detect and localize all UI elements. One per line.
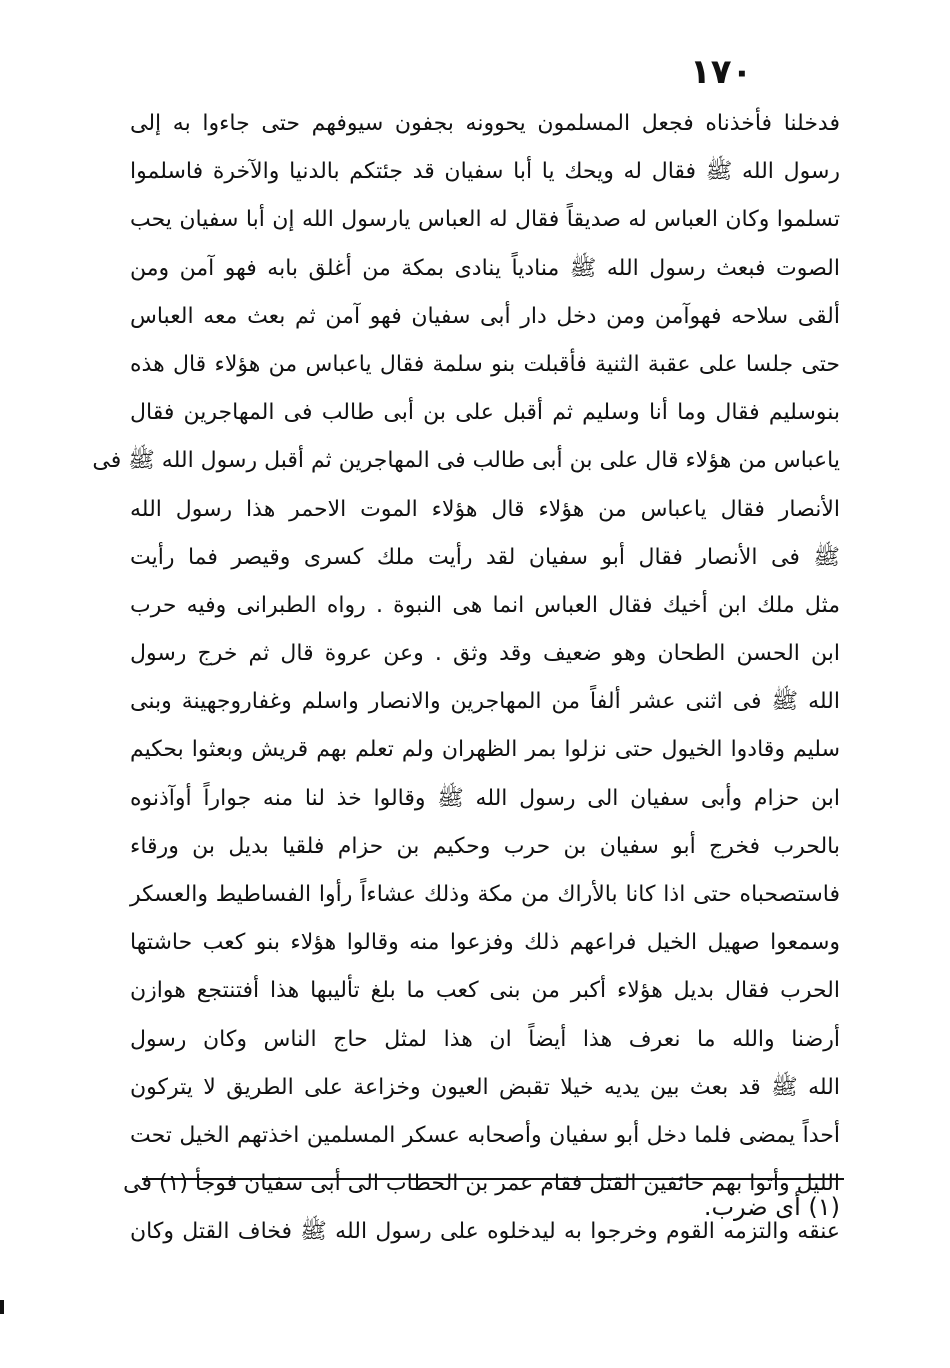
page-number: ١٧٠ — [690, 52, 753, 92]
text-line: بنوسليم فقال وما أنا وسليم ثم أقبل على بن أبى طالب فى المهاجرين فقال — [130, 400, 840, 426]
text-line: الله ﷺ فى اثنى عشر ألفاً من المهاجرين والانصار واسلم وغفاروجهينة وبنى — [130, 689, 840, 715]
text-line: عنقه والتزمه القوم وخرجوا به ليدخلوه على رسول الله ﷺ فخاف القتل وكان — [130, 1219, 840, 1245]
text-line: ابن الحسن الطحان وهو ضعيف وقد وثق . وعن عروة قال ثم خرج رسول — [130, 641, 840, 667]
footnote: (١) أى ضرب. — [703, 1193, 840, 1221]
text-line: حتى جلسا على عقبة الثنية فأقبلت بنو سلمة فقال ياعباس من هؤلاء قال هذه — [130, 351, 840, 377]
text-line: الله ﷺ قد بعث بين يديه خيلا تقبض العيون وخزاعة على الطريق لا يتركون — [130, 1074, 840, 1100]
scan-edge-mark — [0, 1300, 4, 1314]
text-line: أرضنا والله ما نعرف هذا أيضاً ان هذا لمثل حاج الناس وكان رسول — [130, 1026, 840, 1052]
text-line: الصوت فبعث رسول الله ﷺ منادياً ينادى بمكة من أغلق بابه فهو آمن ومن — [130, 255, 840, 281]
text-line: الليل وأتوا بهم خائفين القتل فقام عمر بن الخطاب الى أبى سفيان فوجأ (١) فى — [123, 1171, 840, 1197]
text-line: رسول الله ﷺ فقال له ويحك يا أبا سفيان قد جئتكم بالدنيا والآخرة فاسلموا — [130, 159, 840, 185]
text-line: الحرب فقال بديل هؤلاء أكبر من بنى كعب ما بلغ تأليبها هذا أفتنتجع هوازن — [130, 978, 840, 1004]
text-line: ﷺ فى الأنصار فقال أبو سفيان لقد رأيت ملك كسرى وقيصر فما رأيت — [130, 544, 840, 570]
text-line: الأنصار فقال ياعباس من هؤلاء قال هؤلاء الموت الاحمر هذا رسول الله — [130, 496, 840, 522]
text-line: فاستصحباه حتى اذا كانا بالأراك من مكة وذلك عشاءاً رأوا الفساطيط والعسكر — [130, 882, 840, 907]
text-line: بالحرب فخرج أبو سفيان بن حرب وحكيم بن حزام فلقيا بديل بن ورقاء — [130, 833, 840, 859]
text-line: تسلموا وكان العباس له صديقاً فقال له العباس يارسول الله إن أبا سفيان يحب — [130, 207, 840, 233]
text-line: مثل ملك ابن أخيك فقال العباس انما هى النبوة . رواه الطبرانى وفيه حرب — [130, 592, 840, 618]
text-line: ياعباس من هؤلاء قال على بن أبى طالب فى المهاجرين ثم أقبل رسول الله ﷺ فى — [92, 448, 840, 474]
text-line: فدخلنا فأخذناه فجعل المسلمون يحوونه بجفون سيوفهم حتى جاءوا به إلى — [130, 111, 840, 136]
text-line: وسمعوا صهيل الخيل فراعهم ذلك وفزعوا منه وقالوا هؤلاء بنو كعب حاشتها — [130, 930, 840, 956]
body-text — [92, 100, 840, 1257]
footnote-divider — [142, 1178, 844, 1180]
text-line: ألقى سلاحه فهوآمن ومن دخل دار أبى سفيان فهو آمن ثم بعث معه العباس — [130, 303, 840, 329]
text-line: أحداً يمضى فلما دخل أبو سفيان وأصحابه عسكر المسلمين اخذتهم الخيل تحت — [130, 1122, 840, 1148]
text-line: ابن حزام وأبى سفيان الى رسول الله ﷺ وقالوا خذ لنا منه جواراً أوآذنوه — [130, 785, 840, 811]
text-line: سليم وقادوا الخيول حتى نزلوا بمر الظهران ولم تعلم بهم قريش وبعثوا بحكيم — [130, 737, 840, 763]
